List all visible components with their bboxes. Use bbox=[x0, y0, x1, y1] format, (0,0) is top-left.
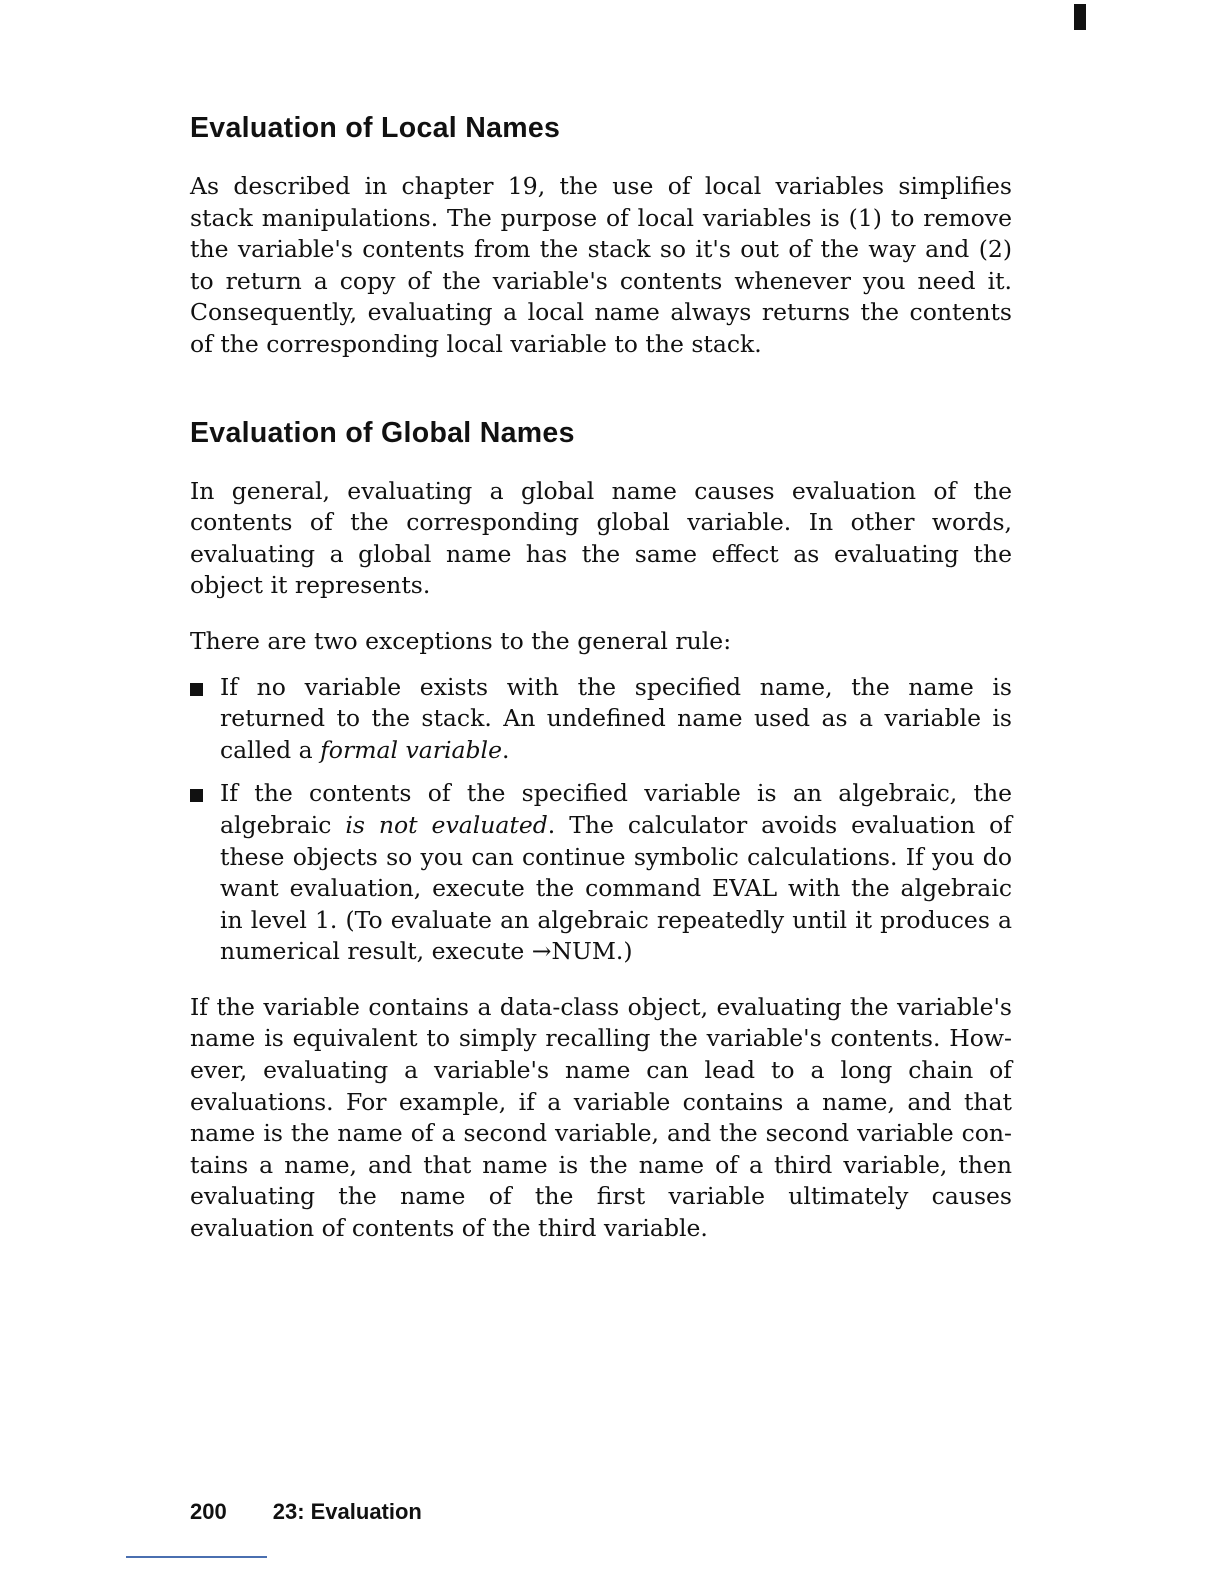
list-item: If the contents of the specified variable is an algebraic, the algebraic is not evaluated. The calculator avoids evaluation of these objects so you can continue symbolic calculations. If you do want evaluation, execute the command EVAL with the algebraic in level 1. (To evaluate an algebraic repeatedly until it produces a numerical result, execute →NUM.) bbox=[190, 778, 1012, 968]
heading-global-names: Evaluation of Global Names bbox=[190, 416, 575, 449]
paragraph-global-general: In general, evaluating a global name causes evaluation of the contents of the corresponding global variable. In other words, evaluating a global name has the same effect as evaluating the object it represents. bbox=[190, 476, 1012, 600]
term-is-not-evaluated: is not evaluated bbox=[345, 810, 548, 839]
list-item: If no variable exists with the specified name, the name is returned to the stack. An undefined name used as a variable is called a formal variable. bbox=[190, 672, 1012, 767]
page-footer bbox=[190, 1499, 422, 1525]
paragraph-local-names: As described in chapter 19, the use of local variables simplifies stack manipulations. The purpose of local variables is (1) to remove the variable's contents from the stack so it's out of the way and (2) to return a copy of the variable's contents whenever you need it. Consequently, evaluating a local name always returns the contents of the corresponding local variable to the stack. bbox=[190, 172, 1012, 358]
paragraph-exceptions-intro: There are two exceptions to the general rule: bbox=[190, 626, 732, 655]
term-formal-variable: formal variable bbox=[320, 735, 502, 764]
heading-local-names: Evaluation of Local Names bbox=[190, 112, 561, 144]
bullet-square-icon bbox=[190, 789, 203, 802]
exceptions-list bbox=[190, 672, 1012, 968]
chapter-title: 23: Evaluation bbox=[272, 1499, 422, 1524]
paragraph-data-class-object: If the variable contains a data-class object, evaluating the variable's name is equivalent to simply recalling the variable's contents. However, evaluating a variable's name can lead to a long chain of evaluations. For example, if a variable contains a name, and that name is the name of a second variable, and the second variable contains a name, and that name is the name of a third variable, then evaluating the name of the first variable ultimately causes evaluation of contents of the third variable. bbox=[190, 992, 1012, 1243]
bottom-rule bbox=[126, 1556, 267, 1558]
page-edge-mark bbox=[1074, 4, 1086, 30]
page-number: 200 bbox=[190, 1499, 227, 1524]
page-content bbox=[190, 112, 1012, 1245]
bullet-square-icon bbox=[190, 683, 203, 696]
